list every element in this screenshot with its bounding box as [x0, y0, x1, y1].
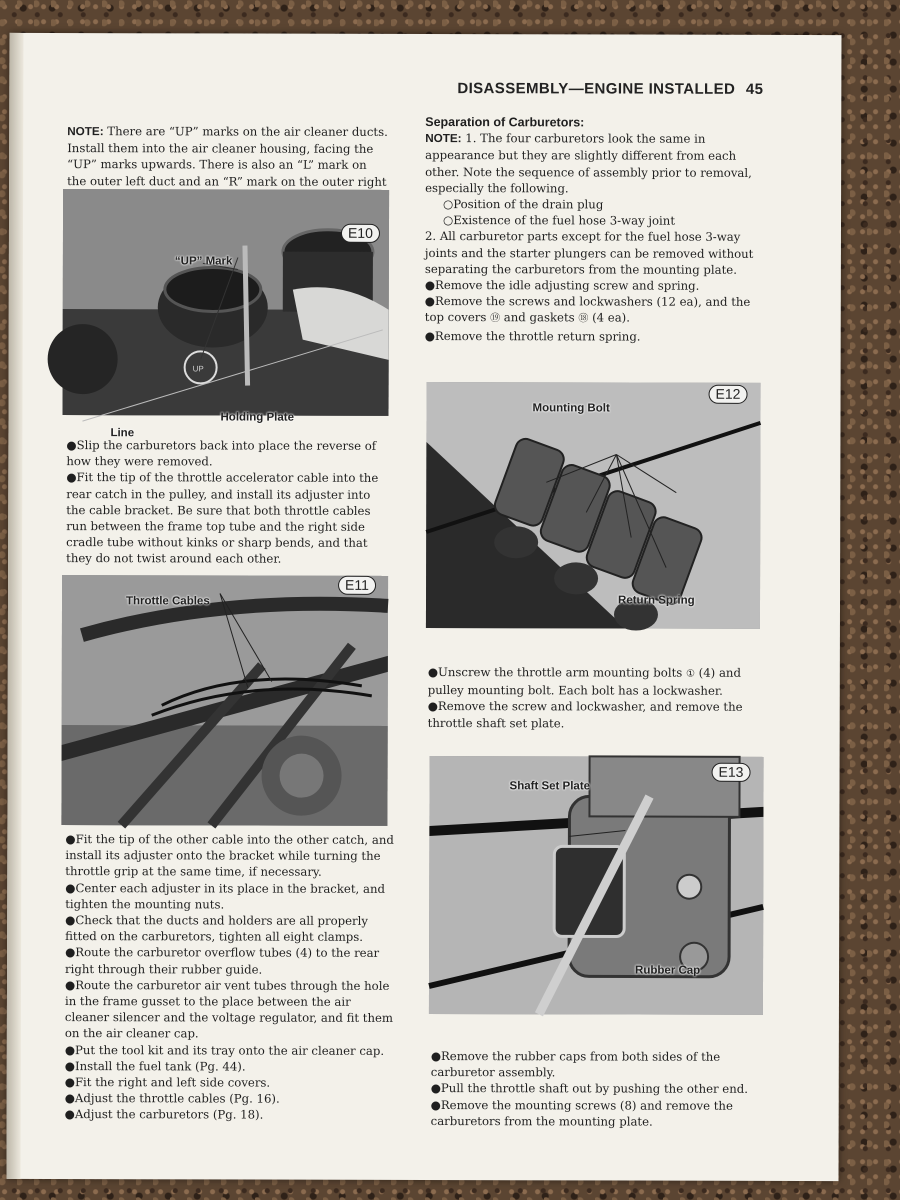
step-item: ●Remove the rubber caps from both sides of the carburetor assembly.	[430, 1049, 721, 1080]
instruction-item: ●Center each adjuster in its place in the bracket, and tighten the mounting nuts.	[65, 880, 385, 912]
throttle-cables-label: Throttle Cables	[125, 595, 210, 608]
right-bottom-text	[431, 1048, 767, 1130]
note-label: NOTE:	[425, 132, 462, 146]
line-label: Line	[110, 427, 135, 440]
carburetor-bank-photo	[426, 382, 761, 629]
note-text: There are “UP” marks on the air cleaner ducts. Install them into the air cleaner housing, facing the “UP” marks upwards. There is also an “L” mark on the outer left duct and an “R” mark on the outer right	[67, 124, 388, 189]
instruction-item: ●Adjust the carburetors (Pg. 18).	[64, 1107, 264, 1123]
return-spring-label: Return Spring	[618, 594, 695, 607]
holding-plate-label: Holding Plate	[220, 411, 294, 424]
right-middle-text	[428, 664, 764, 732]
note-1-item: ○Existence of the fuel hose 3-way joint	[442, 213, 676, 228]
instruction-item: ●Check that the ducts and holders are all properly fitted on the carburetors, tighten all eight clamps.	[65, 913, 369, 945]
left-paragraph-1	[66, 437, 388, 567]
instruction-item: ●Slip the carburetors back into place the reverse of how they were removed.	[66, 438, 377, 469]
throttle-cables-photo	[61, 575, 388, 826]
note-label: NOTE:	[67, 125, 104, 139]
figure-e12	[426, 382, 761, 629]
figure-tag-e12: E12	[709, 385, 748, 404]
right-top-text	[425, 114, 762, 345]
step-item: ●Pull the throttle shaft out by pushing the other end.	[430, 1081, 748, 1097]
instruction-item: ●Put the tool kit and its tray onto the air cleaner cap.	[64, 1042, 385, 1058]
instruction-item: ●Route the carburetor overflow tubes (4) to the rear right through their rubber guide.	[65, 945, 380, 977]
carburetor-ducts-photo	[63, 189, 390, 416]
page-number: 45	[745, 80, 764, 98]
figure-e10	[63, 189, 390, 440]
note-1: 1. The four carburetors look the same in appearance but they are slightly different from each other. Note the sequence of assembly prior to removal, especially the following.	[425, 131, 752, 196]
instruction-item: ●Route the carburetor air vent tubes through the hole in the frame gusset to the place between the air cleaner silencer and the voltage regulator, and fit them on the air cleaner cap.	[64, 977, 394, 1041]
figure-tag-e13: E13	[712, 763, 751, 782]
rubber-cap-label: Rubber Cap	[635, 964, 701, 977]
instruction-item: ●Fit the right and left side covers.	[64, 1075, 271, 1090]
note-2: 2. All carburetor parts except for the fuel hose 3-way joints and the starter plungers can be removed without separating the carburetors from the mounting plate.	[424, 229, 754, 277]
instruction-item: ●Install the fuel tank (Pg. 44).	[64, 1058, 246, 1074]
figure-e11	[61, 575, 388, 826]
figure-tag-e11: E11	[338, 576, 376, 595]
instruction-item: ●Fit the tip of the other cable into the other catch, and install its adjuster onto the bracket while turning the throttle grip at the same time, if necessary.	[65, 832, 394, 880]
shaft-set-plate-photo	[429, 756, 764, 1015]
page-header	[457, 80, 763, 98]
header-title: DISASSEMBLY—ENGINE INSTALLED	[457, 80, 736, 98]
figure-tag-e10: E10	[341, 224, 380, 243]
step-item: ●Remove the idle adjusting screw and spring.	[424, 278, 700, 293]
step-item: ●Remove the screws and lockwashers (12 ea), and the top covers ⑲ and gaskets ⑱ (4 ea).	[424, 294, 751, 325]
step-item: ●Remove the screw and lockwasher, and remove the throttle shaft set plate.	[427, 699, 743, 730]
note-1-item: ○Position of the drain plug	[443, 197, 604, 212]
shaft-set-plate-label: Shaft Set Plate	[509, 780, 591, 793]
page-spine	[7, 33, 24, 1179]
instruction-item: ●Fit the tip of the throttle accelerator cable into the rear catch in the pulley, and install its adjuster into the cable bracket. Be sure that both throttle cables run between the frame top tube and the right side cradle tube without kinks or sharp bends, and that they do not twist around each other.	[66, 470, 379, 567]
up-mark-label: “UP” Mark	[174, 255, 233, 268]
left-paragraph-2	[65, 831, 396, 1124]
step-item: ●Remove the mounting screws (8) and remove the carburetors from the mounting plate.	[430, 1097, 733, 1129]
step-item: ●Unscrew the throttle arm mounting bolts ① (4) and pulley mounting bolt. Each bolt has a lockwasher.	[427, 665, 741, 698]
step-item: ●Remove the throttle return spring.	[424, 328, 641, 344]
mounting-bolt-label: Mounting Bolt	[532, 402, 610, 415]
up-circle-text: UP	[192, 364, 204, 374]
figure-e13	[429, 756, 764, 1015]
section-title: Separation of Carburetors:	[425, 115, 585, 130]
instruction-item: ●Adjust the throttle cables (Pg. 16).	[64, 1091, 280, 1106]
manual-page	[7, 33, 842, 1181]
